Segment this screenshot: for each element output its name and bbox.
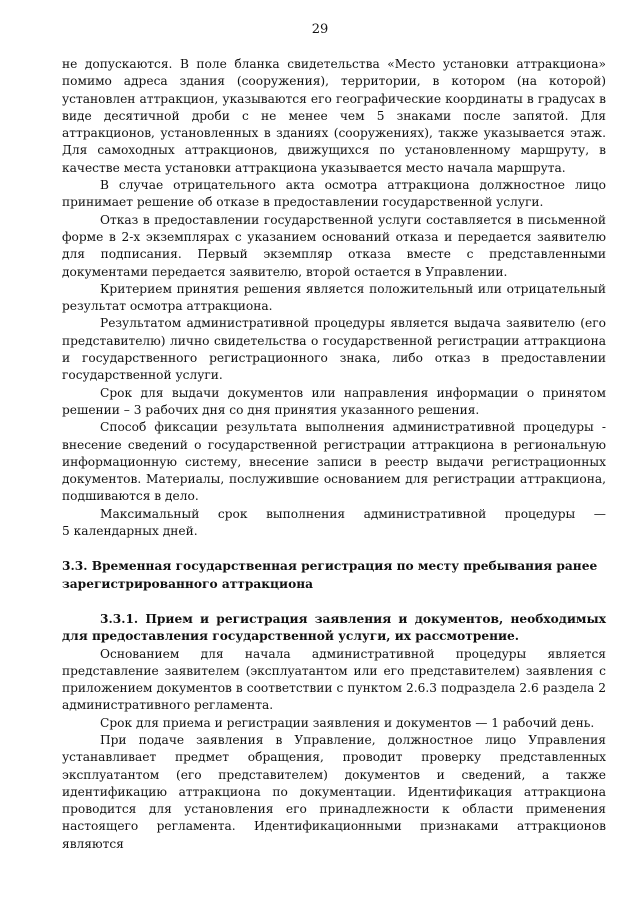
page-number: 29 [311, 22, 329, 37]
section-heading: 3.3. Временная государственная регистрация по месту пребывания ранее [62, 559, 598, 574]
paragraph: Основанием для начала административной процедуры является представление заявителем (эксплуатантом или его представителем) заявления с приложением документов в соответствии с пунктом 2.6.3 подраздела 2.6 раздела 2 административного регламента. [62, 646, 606, 713]
paragraph: Результатом административной процедуры является выдача заявителю (его представителю) лично свидетельства о государственной регистрации аттракциона и государственного регистрационного знака, либо отказ в предоставлении государственной услуги. [62, 316, 606, 383]
document-body [62, 56, 606, 853]
paragraph: Срок для приема и регистрации заявления и документов — 1 рабочий день. [100, 715, 595, 730]
subsection-heading: 3.3.1. Прием и регистрация заявления и документов, необходимых для предоставления государственной услуги, их рассмотрение. [62, 611, 606, 644]
paragraph: Критерием принятия решения является положительный или отрицательный результат осмотра аттракциона. [62, 281, 606, 314]
paragraph: Максимальный срок выполнения административной процедуры — [100, 506, 606, 521]
paragraph: Способ фиксации результата выполнения административной процедуры - внесение сведений о государственной регистрации аттракциона в региональную информационную систему, внесение записи в реестр выдачи регистрационных документов. Материалы, послужившие основанием для регистрации аттракциона, подшиваются в дело. [62, 420, 606, 504]
paragraph: Отказ в предоставлении государственной услуги составляется в письменной форме в 2-х экземплярах с указанием оснований отказа и передается заявителю для подписания. Первый экземпляр отказа вместе с представленными документами передается заявителю, второй остается в Управлении. [62, 212, 606, 279]
paragraph: не допускаются. В поле бланка свидетельства «Место установки аттракциона» помимо адреса здания (сооружения), территории, в котором (на которой) установлен аттракцион, указываются его географические координаты в градусах в виде десятичной дроби с не менее чем 5 знаками после запятой. Для аттракционов, установленных в зданиях (сооружениях), также указывается этаж. Для самоходных аттракционов, движущихся по установленному маршруту, в качестве места установки аттракциона указывается место начала маршрута. [62, 57, 606, 175]
paragraph: При подаче заявления в Управление, должностное лицо Управления устанавливает предмет обращения, проводит проверку представленных эксплуатантом (его представителем) документов и сведений, а также идентификацию аттракциона по документации. Идентификация аттракциона проводится для установления его принадлежности к области применения настоящего регламента. Идентификационными признаками аттракционов являются [62, 732, 606, 851]
paragraph: 5 календарных дней. [62, 524, 198, 539]
section-heading: зарегистрированного аттракциона [62, 576, 314, 591]
paragraph: Срок для выдачи документов или направления информации о принятом решении – 3 рабочих дня со дня принятия указанного решения. [62, 385, 606, 417]
paragraph: В случае отрицательного акта осмотра аттракциона должностное лицо принимает решение об отказе в предоставлении государственной услуги. [62, 178, 606, 210]
